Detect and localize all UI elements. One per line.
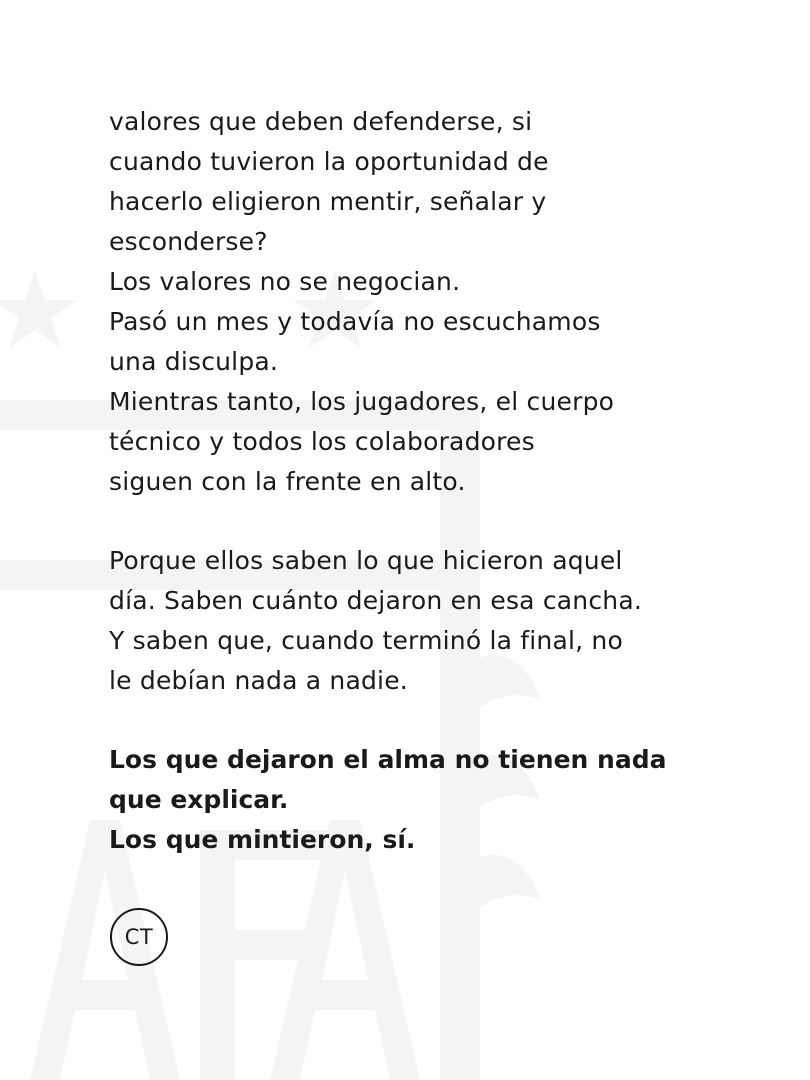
paragraph-1: [109, 102, 749, 502]
text-line: le debían nada a nadie.: [109, 666, 408, 695]
text-line: Los que dejaron el alma no tienen nada: [109, 745, 667, 774]
text-line: que explicar.: [109, 785, 289, 814]
text-line: Los valores no se negocian.: [109, 267, 461, 296]
text-line: una disculpa.: [109, 347, 279, 376]
text-line: Pasó un mes y todavía no escuchamos: [109, 307, 601, 336]
signature-initials: CT: [124, 925, 154, 949]
text-line: técnico y todos los colaboradores: [109, 427, 535, 456]
text-line: Los que mintieron, sí.: [109, 825, 416, 854]
text-line: esconderse?: [109, 227, 268, 256]
signature-badge: [110, 908, 168, 966]
letter-body: [109, 102, 749, 899]
text-line: Mientras tanto, los jugadores, el cuerpo: [109, 387, 615, 416]
text-line: valores que deben defenderse, si: [109, 107, 533, 136]
text-line: siguen con la frente en alto.: [109, 467, 466, 496]
text-line: cuando tuvieron la oportunidad de: [109, 147, 549, 176]
text-line: Porque ellos saben lo que hicieron aquel: [109, 546, 623, 575]
closing-statement: [109, 740, 749, 860]
text-line: día. Saben cuánto dejaron en esa cancha.: [109, 586, 642, 615]
text-line: Y saben que, cuando terminó la final, no: [109, 626, 623, 655]
paragraph-2: [109, 541, 749, 701]
text-line: hacerlo eligieron mentir, señalar y: [109, 187, 547, 216]
